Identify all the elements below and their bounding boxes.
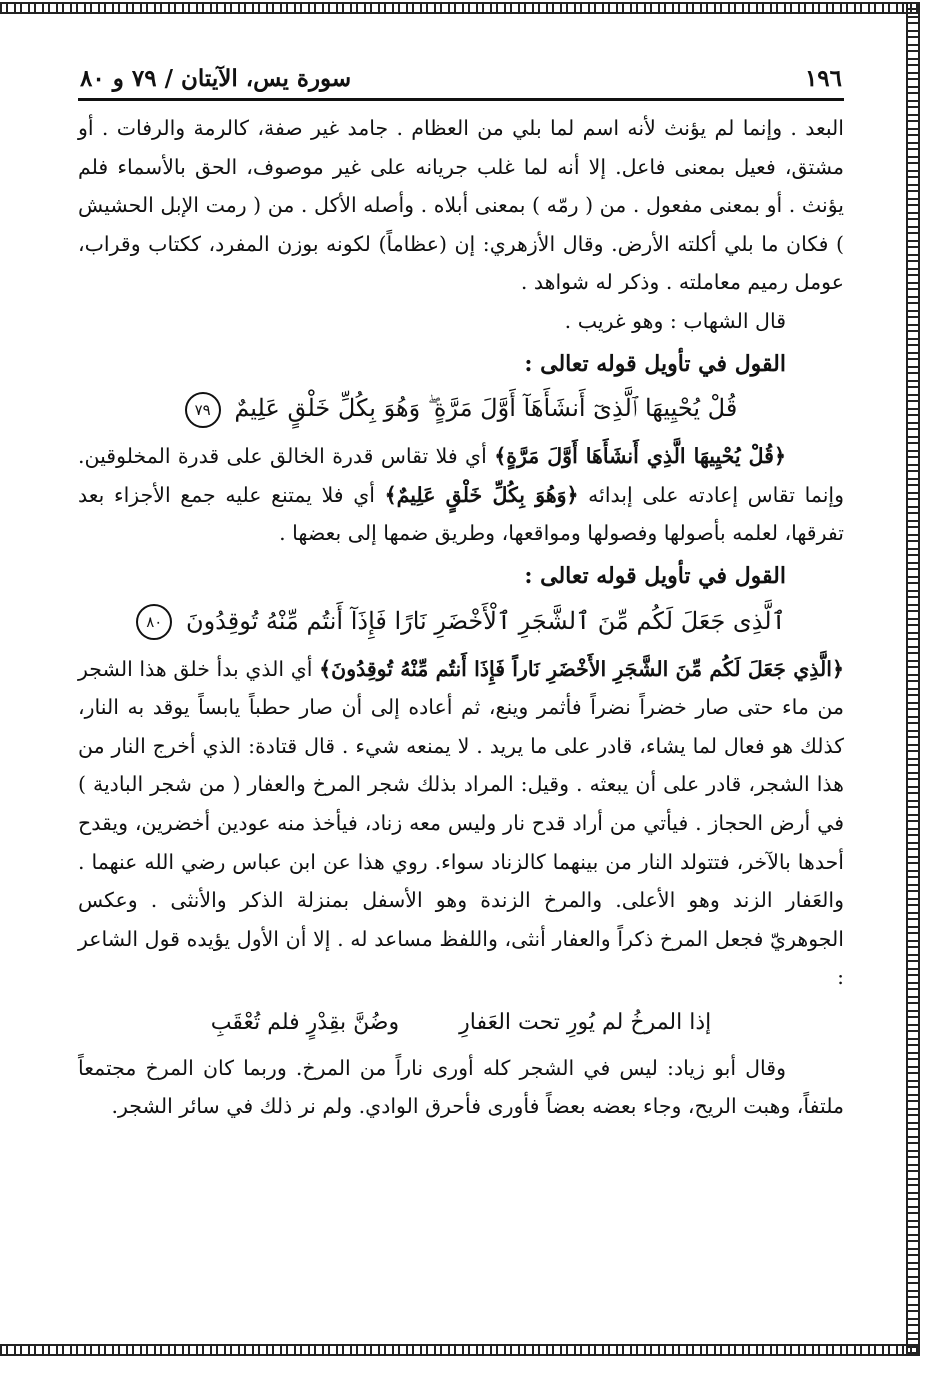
verse-text: ٱلَّذِى جَعَلَ لَكُم مِّنَ ٱلشَّجَرِ ٱلْأَخْضَرِ نَارًا فَإِذَآ أَنتُم مِّنْهُ تُوقِدُونَ bbox=[185, 606, 786, 635]
verse-quote: ﴿وَهُوَ بِكُلِّ خَلْقٍ عَلِيمٌ﴾ bbox=[384, 482, 579, 507]
commentary-text: أي فلا تقاس قدرة الخالق على قدرة المخلوقين. وإنما تقاس إعادته على إبدائه bbox=[78, 444, 844, 507]
poem-hemistich: إذا المرخُ لم يُورِ تحت العَفارِ bbox=[459, 1009, 712, 1035]
section-heading: القول في تأويل قوله تعالى : bbox=[524, 350, 786, 377]
paragraph: وقال أبو زياد: ليس في الشجر كله أورى ناراً من المرخ. وربما كان المرخ مجتمعاً ملتفاً، وهبت الريح، وجاء بعضه بعضاً فأورى فأحرق الوادي. ولم نر ذلك في سائر الشجر. bbox=[78, 1055, 844, 1119]
commentary-text: أي فلا يمتنع عليه جمع الأجزاء بعد تفرقها، لعلمه بأصولها وفصولها ومواقعها، وطريق ضمها إلى بعضها . bbox=[78, 482, 844, 546]
commentary-paragraph bbox=[78, 650, 844, 997]
paragraph: البعد . وإنما لم يؤنث لأنه اسم لما بلي من العظام . جامد غير صفة، كالرمة والرفات . أو مشتق، فعيل بمعنى فاعل. إلا أنه لما غلب جريانه على غير موصوف، الحق بالأسماء فلم يؤنث . أو بمعنى مفعول . من ( رمّه ) بمعنى أبلاه . وأصله الأكل . من ( رمت الإبل الحشيش ) فكان ما بلي أكلته الأرض. وقال الأزهري: إن (عظاماً) لكونه بوزن المفرد، ككتاب وقراب، عومل رميم معاملته . وذكر له شواهد . bbox=[78, 116, 844, 295]
running-title: سورة يس، الآيتان / ٧٩ و ٨٠ bbox=[80, 65, 352, 92]
verse-quote: ﴿الَّذِي جَعَلَ لَكُم مِّنَ الشَّجَرِ الأَخْضَرِ نَاراً فَإِذَا أَنتُم مِّنْهُ تُوقِدُونَ﴾ bbox=[319, 656, 844, 681]
ayah-number-icon: ٨٠ bbox=[136, 604, 172, 640]
verse-text: قُلْ يُحْيِيهَا ٱلَّذِىٓ أَنشَأَهَآ أَوَّلَ مَرَّةٍ ۖ وَهُوَ بِكُلِّ خَلْقٍ عَلِيمٌ bbox=[234, 394, 738, 423]
decorative-border-bottom bbox=[0, 1344, 918, 1356]
poem-hemistich: وضُنَّ بقِدْرٍ فلم تُعْقَبِ bbox=[210, 1009, 400, 1035]
page bbox=[78, 52, 844, 1126]
decorative-border-top bbox=[0, 2, 918, 14]
ayah-number-icon: ٧٩ bbox=[185, 392, 221, 428]
quran-verse bbox=[78, 598, 844, 644]
quran-verse bbox=[78, 385, 844, 431]
poem-verse bbox=[78, 1001, 844, 1045]
page-header bbox=[78, 52, 844, 101]
page-number: ١٩٦ bbox=[804, 65, 842, 92]
page-body bbox=[78, 101, 844, 1126]
section-heading: القول في تأويل قوله تعالى : bbox=[524, 562, 786, 589]
decorative-border-right bbox=[906, 2, 920, 1356]
paragraph: قال الشهاب : وهو غريب . bbox=[564, 308, 786, 333]
verse-quote: ﴿قُلْ يُحْيِيهَا الَّذِي أَنشَأَهَا أَوَّلَ مَرَّةٍ﴾ bbox=[494, 444, 786, 469]
commentary-text: أي الذي بدأ خلق هذا الشجر من ماء حتى صار خضراً نضراً فأثمر وينع، ثم أعاده إلى أن صار حطباً يابساً يوقد به النار، كذلك هو فعال لما يشاء، قادر على ما يريد . لا يمنعه شيء . قال قتادة: الذي أخرج النار من هذا الشجر، قادر على أن يبعثه . وقيل: المراد بذلك شجر المرخ والعفار ( من شجر البادية ) في أرض الحجاز . فيأتي من أراد قدح نار وليس معه زناد، فيأخذ منه عودين أخضرين، ويقدح أحدها بالآخر، فتتولد النار من بينهما كالزناد سواء. روي هذا عن ابن عباس رضي الله عنهما . والعَفار الزند وهو الأعلى. والمرخ الزندة وهو الأسفل بمنزلة الذكر والأنثى . وعكس الجوهريّ فجعل المرخ ذكراً والعفار أنثى، واللفظ مساعد له . إلا أن الأول يؤيده قول الشاعر : bbox=[78, 656, 844, 990]
commentary-paragraph bbox=[78, 437, 844, 553]
